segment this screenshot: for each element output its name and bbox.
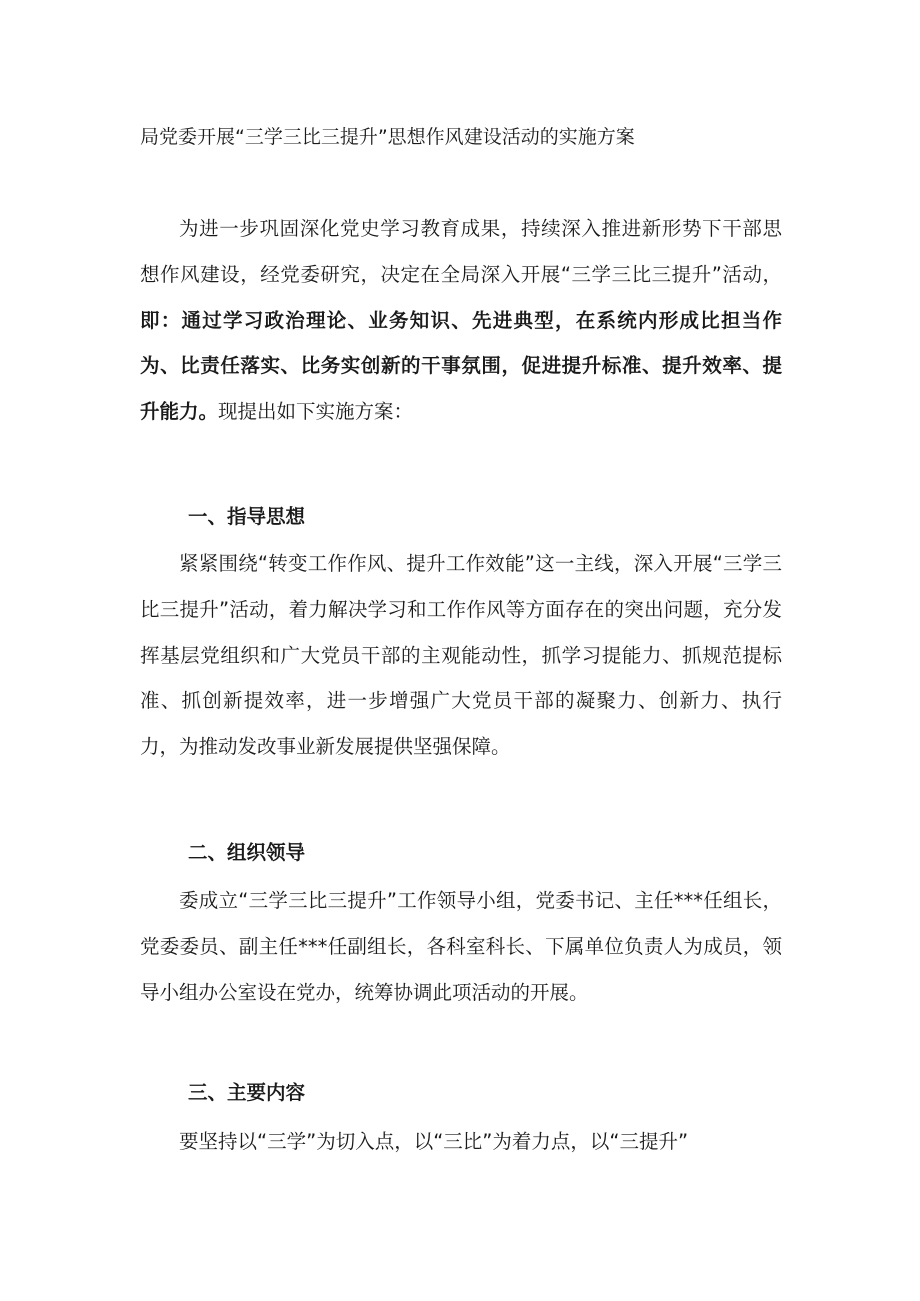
section-heading-guiding-ideology: 一、指导思想	[188, 505, 306, 528]
section-heading-main-content: 三、主要内容	[188, 1081, 306, 1104]
section-heading-organization: 二、组织领导	[188, 841, 306, 864]
intro-paragraph	[140, 206, 782, 435]
section-body-guiding-ideology: 紧紧围绕“转变工作作风、提升工作效能”这一主线，深入开展“三学三比三提升”活动，着力解决学习和工作作风等方面存在的突出问题，充分发挥基层党组织和广大党员干部的主观能动性，抓学习提能力、抓规范提标准、抓创新提效率，进一步增强广大党员干部的凝聚力、创新力、执行力，为推动发改事业新发展提供坚强保障。	[140, 552, 782, 759]
section-body-organization: 委成立“三学三比三提升”工作领导小组，党委书记、主任***任组长，党委委员、副主任***任副组长，各科室科长、下属单位负责人为成员，领导小组办公室设在党办，统筹协调此项活动的开展。	[140, 889, 782, 1004]
intro-text-part1: 为进一步巩固深化党史学习教育成果，持续深入推进新形势下干部思想作风建设，经党委研究，决定在全局深入开展“三学三比三提升”活动，	[140, 217, 782, 286]
section-body-main-content: 要坚持以“三学”为切入点，以“三比”为着力点，以“三提升”	[179, 1130, 689, 1153]
intro-text-part3: 现提出如下实施方案：	[218, 400, 414, 424]
document-title: 局党委开展“三学三比三提升”思想作风建设活动的实施方案	[140, 126, 635, 148]
intro-text-bold: 即：通过学习政治理论、业务知识、先进典型，在系统内形成比担当作为、比责任落实、比务实创新的干事氛围，促进提升标准、提升效率、提升能力。	[140, 308, 782, 424]
